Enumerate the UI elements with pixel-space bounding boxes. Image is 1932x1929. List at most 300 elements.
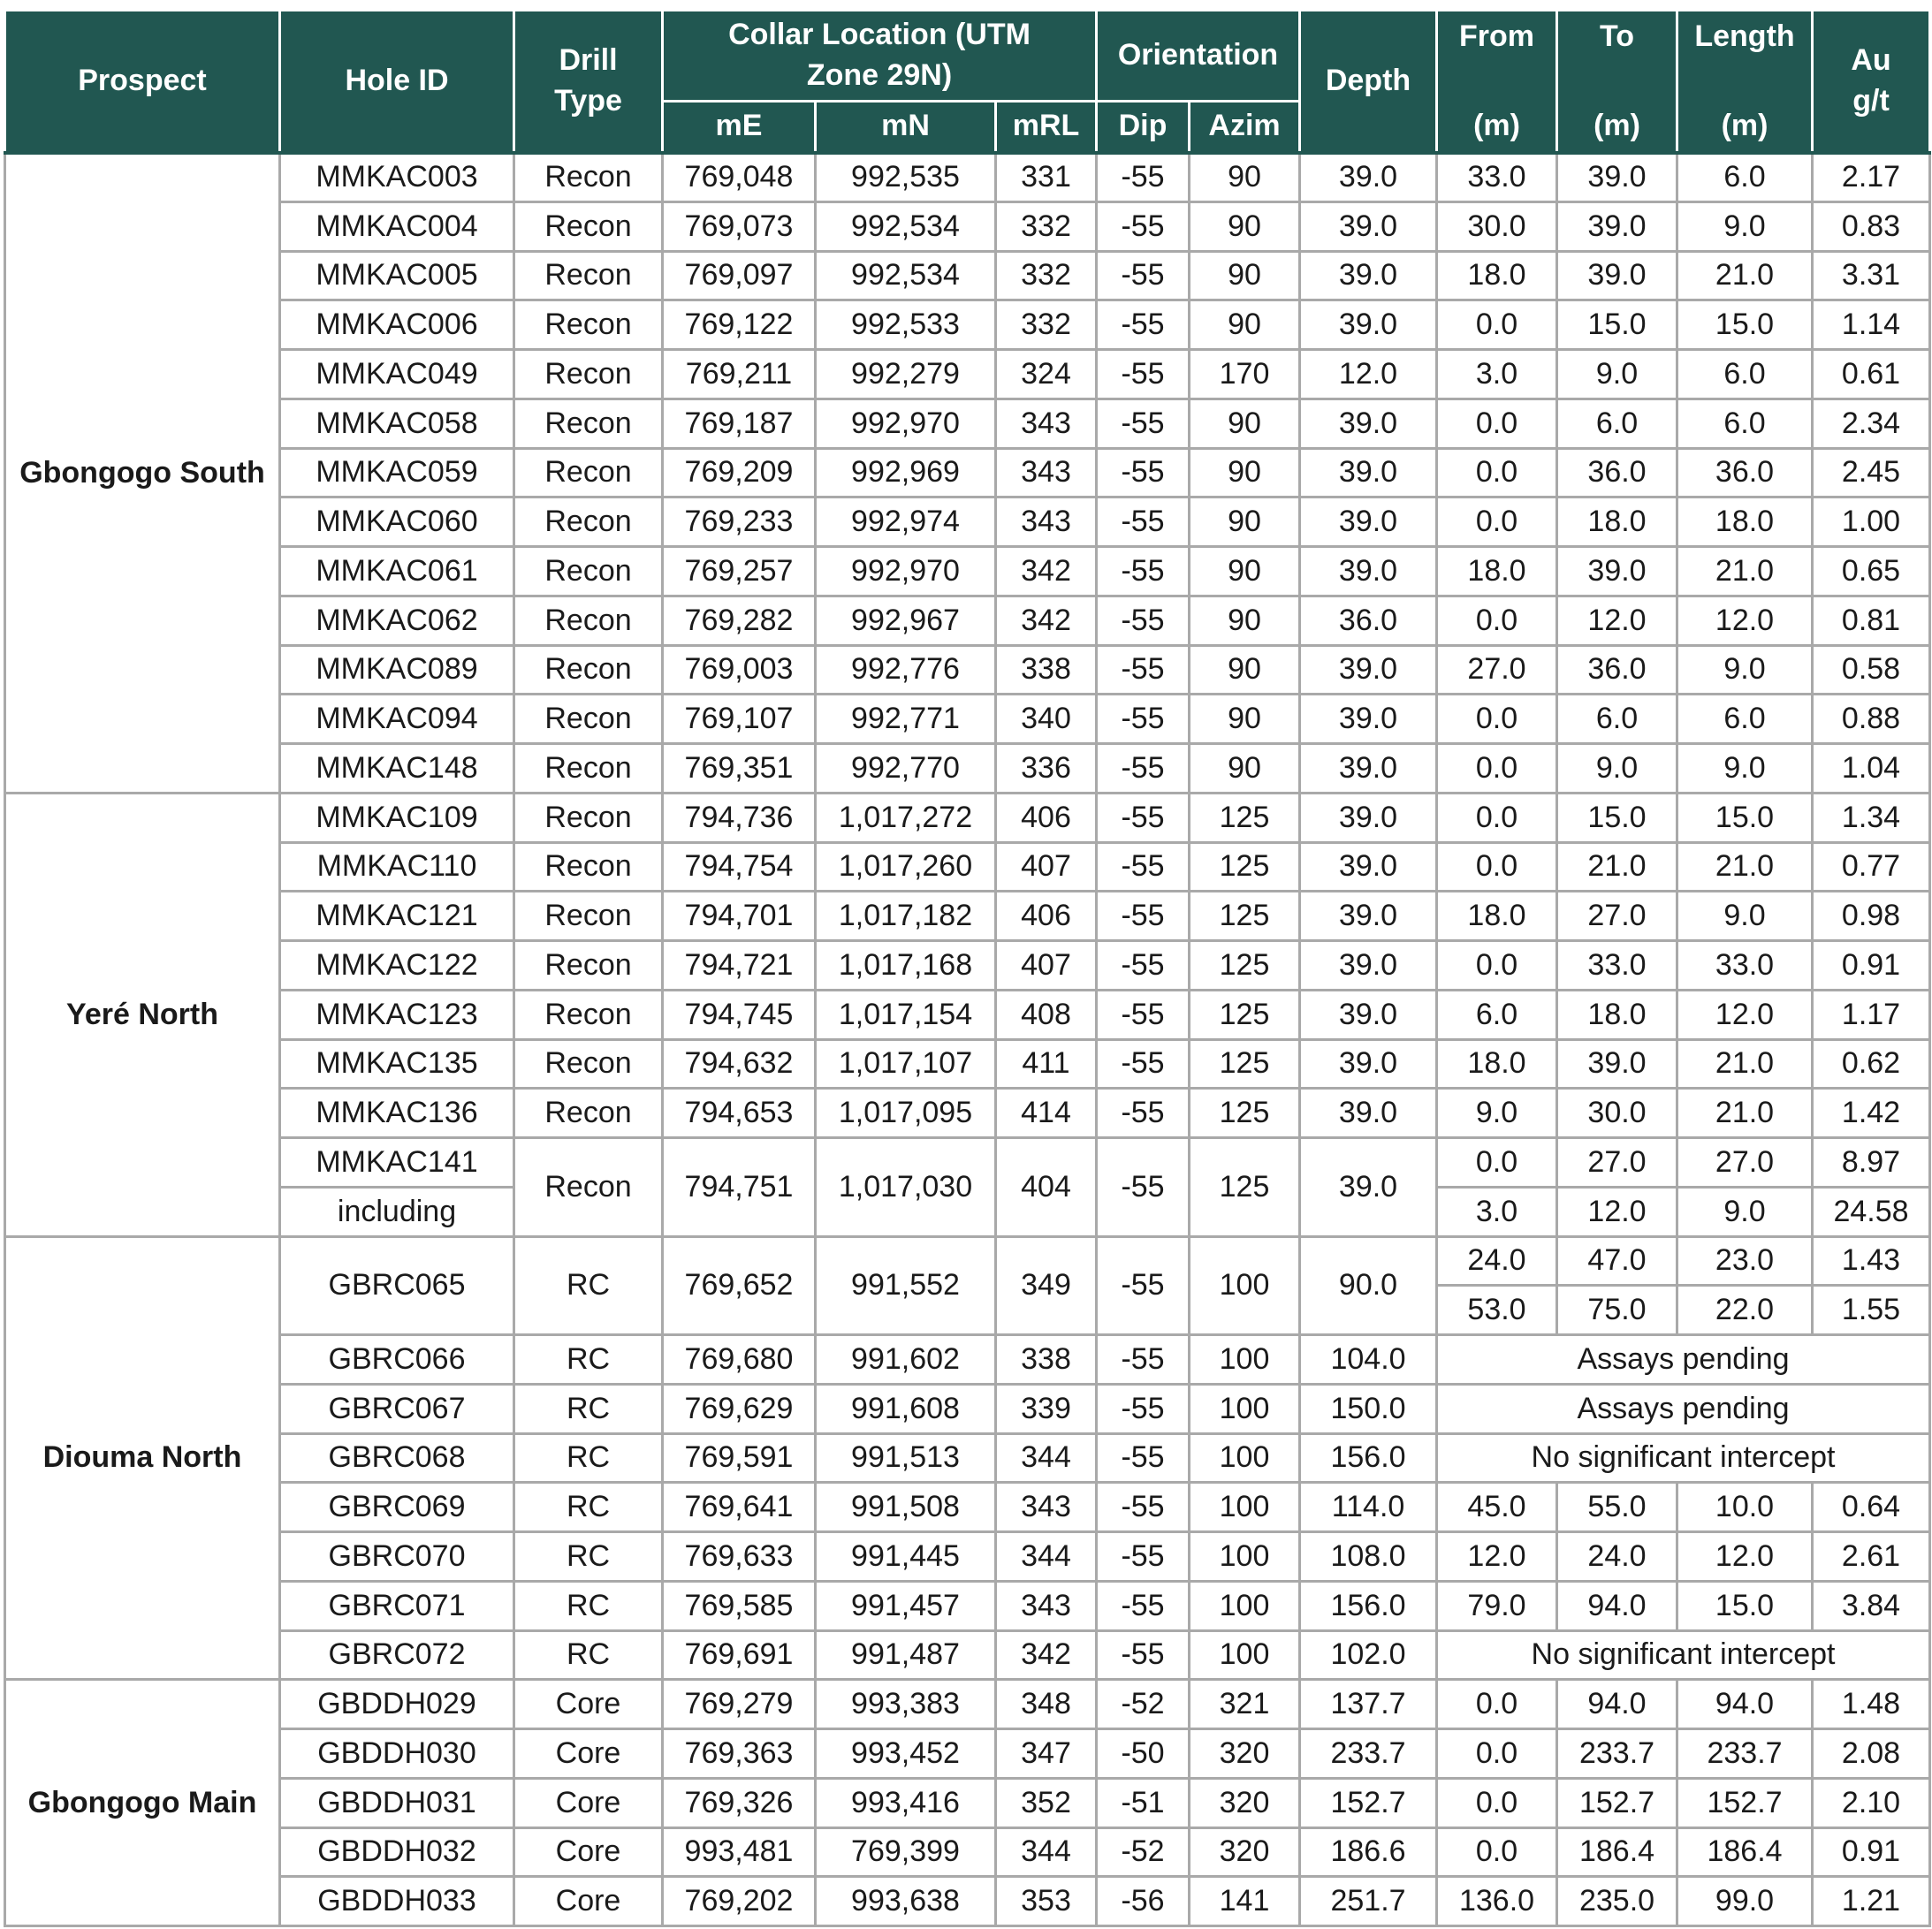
to-cell: 47.0 xyxy=(1557,1236,1677,1286)
collar-mrl-cell: 342 xyxy=(996,547,1097,596)
from-cell: 0.0 xyxy=(1437,1680,1557,1729)
azim-cell: 90 xyxy=(1190,300,1300,350)
table-row xyxy=(5,1483,1930,1532)
depth-cell: 137.7 xyxy=(1300,1680,1437,1729)
hole-id-cell: MMKAC109 xyxy=(280,793,514,842)
hole-id-cell: MMKAC121 xyxy=(280,892,514,941)
length-cell: 15.0 xyxy=(1677,300,1813,350)
drill-type-cell: Recon xyxy=(514,399,663,448)
depth-cell: 39.0 xyxy=(1300,399,1437,448)
drill-type-cell: Recon xyxy=(514,695,663,744)
from-cell: 0.0 xyxy=(1437,596,1557,645)
col-header-prospect: Prospect xyxy=(5,11,280,153)
length-cell: 94.0 xyxy=(1677,1680,1813,1729)
collar-me-cell: 794,751 xyxy=(663,1138,816,1237)
length-cell: 9.0 xyxy=(1677,892,1813,941)
table-row xyxy=(5,695,1930,744)
collar-mrl-cell: 338 xyxy=(996,1335,1097,1385)
depth-cell: 39.0 xyxy=(1300,547,1437,596)
dip-cell: -55 xyxy=(1097,1384,1190,1433)
col-header-depth: Depth xyxy=(1300,11,1437,153)
table-row xyxy=(5,1039,1930,1089)
depth-cell: 104.0 xyxy=(1300,1335,1437,1385)
collar-mrl-cell: 344 xyxy=(996,1433,1097,1483)
dip-cell: -55 xyxy=(1097,892,1190,941)
hole-id-including-cell: including xyxy=(280,1187,514,1236)
au-cell: 1.21 xyxy=(1813,1877,1930,1926)
drill-type-cell: Core xyxy=(514,1877,663,1926)
azim-cell: 100 xyxy=(1190,1630,1300,1680)
collar-mrl-cell: 408 xyxy=(996,990,1097,1039)
au-cell: 2.17 xyxy=(1813,153,1930,202)
azim-cell: 320 xyxy=(1190,1729,1300,1779)
to-cell: 235.0 xyxy=(1557,1877,1677,1926)
to-cell: 233.7 xyxy=(1557,1729,1677,1779)
length-cell: 21.0 xyxy=(1677,1089,1813,1138)
length-cell: 15.0 xyxy=(1677,1581,1813,1630)
depth-cell: 102.0 xyxy=(1300,1630,1437,1680)
collar-mrl-cell: 343 xyxy=(996,1483,1097,1532)
collar-mrl-cell: 332 xyxy=(996,300,1097,350)
collar-me-cell: 769,282 xyxy=(663,596,816,645)
dip-cell: -55 xyxy=(1097,1483,1190,1532)
dip-cell: -55 xyxy=(1097,399,1190,448)
azim-cell: 320 xyxy=(1190,1778,1300,1827)
azim-cell: 90 xyxy=(1190,596,1300,645)
length-cell: 233.7 xyxy=(1677,1729,1813,1779)
table-row xyxy=(5,1089,1930,1138)
collar-mrl-cell: 407 xyxy=(996,941,1097,991)
collar-mrl-cell: 344 xyxy=(996,1532,1097,1582)
azim-cell: 90 xyxy=(1190,744,1300,794)
col-header-from xyxy=(1437,11,1557,153)
depth-cell: 39.0 xyxy=(1300,645,1437,695)
au-cell: 1.48 xyxy=(1813,1680,1930,1729)
au-cell: 0.81 xyxy=(1813,596,1930,645)
collar-mn-cell: 991,445 xyxy=(816,1532,996,1582)
azim-cell: 100 xyxy=(1190,1532,1300,1582)
depth-cell: 152.7 xyxy=(1300,1778,1437,1827)
table-row xyxy=(5,990,1930,1039)
from-cell: 3.0 xyxy=(1437,1187,1557,1236)
to-cell: 6.0 xyxy=(1557,695,1677,744)
collar-me-cell: 794,701 xyxy=(663,892,816,941)
table-row xyxy=(5,892,1930,941)
dip-cell: -55 xyxy=(1097,596,1190,645)
from-cell: 18.0 xyxy=(1437,547,1557,596)
table-row xyxy=(5,1877,1930,1926)
to-cell: 33.0 xyxy=(1557,941,1677,991)
collar-mn-cell: 991,508 xyxy=(816,1483,996,1532)
collar-mrl-cell: 404 xyxy=(996,1138,1097,1237)
table-row xyxy=(5,448,1930,497)
azim-cell: 100 xyxy=(1190,1335,1300,1385)
collar-me-cell: 769,680 xyxy=(663,1335,816,1385)
length-cell: 9.0 xyxy=(1677,744,1813,794)
length-cell: 18.0 xyxy=(1677,497,1813,547)
au-cell: 0.83 xyxy=(1813,201,1930,251)
depth-cell: 39.0 xyxy=(1300,1089,1437,1138)
col-header-length-unit: (m) xyxy=(1721,108,1768,142)
table-row xyxy=(5,1581,1930,1630)
dip-cell: -55 xyxy=(1097,201,1190,251)
dip-cell: -55 xyxy=(1097,941,1190,991)
hole-id-cell: GBRC065 xyxy=(280,1236,514,1335)
drill-type-cell: RC xyxy=(514,1581,663,1630)
dip-cell: -55 xyxy=(1097,1335,1190,1385)
collar-mrl-cell: 349 xyxy=(996,1236,1097,1335)
dip-cell: -55 xyxy=(1097,300,1190,350)
dip-cell: -52 xyxy=(1097,1827,1190,1877)
length-cell: 27.0 xyxy=(1677,1138,1813,1188)
depth-cell: 233.7 xyxy=(1300,1729,1437,1779)
dip-cell: -50 xyxy=(1097,1729,1190,1779)
dip-cell: -55 xyxy=(1097,497,1190,547)
dip-cell: -55 xyxy=(1097,1630,1190,1680)
azim-cell: 90 xyxy=(1190,399,1300,448)
drill-type-cell: Recon xyxy=(514,251,663,300)
collar-mrl-cell: 411 xyxy=(996,1039,1097,1089)
drill-type-cell: RC xyxy=(514,1433,663,1483)
table-header xyxy=(5,11,1930,153)
length-cell: 6.0 xyxy=(1677,350,1813,399)
depth-cell: 186.6 xyxy=(1300,1827,1437,1877)
to-cell: 75.0 xyxy=(1557,1286,1677,1335)
depth-cell: 39.0 xyxy=(1300,448,1437,497)
dip-cell: -55 xyxy=(1097,793,1190,842)
hole-id-cell: GBDDH032 xyxy=(280,1827,514,1877)
hole-id-cell: MMKAC122 xyxy=(280,941,514,991)
azim-cell: 125 xyxy=(1190,1039,1300,1089)
collar-mrl-cell: 344 xyxy=(996,1827,1097,1877)
from-cell: 18.0 xyxy=(1437,1039,1557,1089)
collar-mrl-cell: 340 xyxy=(996,695,1097,744)
collar-mrl-cell: 343 xyxy=(996,448,1097,497)
depth-cell: 39.0 xyxy=(1300,990,1437,1039)
table-row xyxy=(5,842,1930,892)
collar-me-cell: 769,629 xyxy=(663,1384,816,1433)
to-cell: 6.0 xyxy=(1557,399,1677,448)
collar-me-cell: 794,754 xyxy=(663,842,816,892)
table-row xyxy=(5,596,1930,645)
collar-mn-cell: 991,552 xyxy=(816,1236,996,1335)
depth-cell: 39.0 xyxy=(1300,1138,1437,1237)
collar-mn-cell: 1,017,030 xyxy=(816,1138,996,1237)
drill-type-cell: RC xyxy=(514,1532,663,1582)
azim-cell: 100 xyxy=(1190,1236,1300,1335)
from-cell: 3.0 xyxy=(1437,350,1557,399)
from-cell: 136.0 xyxy=(1437,1877,1557,1926)
collar-mrl-cell: 332 xyxy=(996,201,1097,251)
hole-id-cell: MMKAC141 xyxy=(280,1138,514,1188)
au-cell: 3.31 xyxy=(1813,251,1930,300)
drill-type-cell: Recon xyxy=(514,793,663,842)
au-cell: 2.34 xyxy=(1813,399,1930,448)
drill-results-table xyxy=(4,9,1931,1927)
from-cell: 45.0 xyxy=(1437,1483,1557,1532)
dip-cell: -55 xyxy=(1097,990,1190,1039)
azim-cell: 90 xyxy=(1190,547,1300,596)
drill-type-cell: Recon xyxy=(514,350,663,399)
collar-mrl-cell: 343 xyxy=(996,399,1097,448)
drill-type-cell: Recon xyxy=(514,990,663,1039)
hole-id-cell: MMKAC110 xyxy=(280,842,514,892)
collar-mrl-cell: 332 xyxy=(996,251,1097,300)
hole-id-cell: GBRC071 xyxy=(280,1581,514,1630)
collar-mn-cell: 1,017,107 xyxy=(816,1039,996,1089)
drill-type-cell: Recon xyxy=(514,497,663,547)
au-cell: 2.10 xyxy=(1813,1778,1930,1827)
depth-cell: 150.0 xyxy=(1300,1384,1437,1433)
dip-cell: -55 xyxy=(1097,1138,1190,1237)
prospect-cell: Gbongogo Main xyxy=(5,1680,280,1926)
collar-mn-cell: 1,017,182 xyxy=(816,892,996,941)
depth-cell: 12.0 xyxy=(1300,350,1437,399)
collar-mn-cell: 992,970 xyxy=(816,399,996,448)
to-cell: 18.0 xyxy=(1557,990,1677,1039)
azim-cell: 125 xyxy=(1190,941,1300,991)
collar-mn-cell: 992,771 xyxy=(816,695,996,744)
au-cell: 0.91 xyxy=(1813,941,1930,991)
table-row xyxy=(5,201,1930,251)
dip-cell: -55 xyxy=(1097,1433,1190,1483)
collar-mrl-cell: 352 xyxy=(996,1778,1097,1827)
collar-me-cell: 769,641 xyxy=(663,1483,816,1532)
to-cell: 9.0 xyxy=(1557,350,1677,399)
drill-type-cell: Core xyxy=(514,1778,663,1827)
au-cell: 0.62 xyxy=(1813,1039,1930,1089)
collar-mn-cell: 993,638 xyxy=(816,1877,996,1926)
from-cell: 27.0 xyxy=(1437,645,1557,695)
from-cell: 30.0 xyxy=(1437,201,1557,251)
azim-cell: 100 xyxy=(1190,1581,1300,1630)
col-header-me: mE xyxy=(663,102,816,153)
to-cell: 9.0 xyxy=(1557,744,1677,794)
collar-mrl-cell: 338 xyxy=(996,645,1097,695)
length-cell: 23.0 xyxy=(1677,1236,1813,1286)
drill-type-cell: Recon xyxy=(514,1138,663,1237)
table-row xyxy=(5,1433,1930,1483)
collar-me-cell: 769,211 xyxy=(663,350,816,399)
collar-mn-cell: 992,534 xyxy=(816,251,996,300)
from-cell: 0.0 xyxy=(1437,1729,1557,1779)
col-header-length xyxy=(1677,11,1813,153)
collar-mn-cell: 1,017,168 xyxy=(816,941,996,991)
hole-id-cell: GBRC068 xyxy=(280,1433,514,1483)
collar-me-cell: 769,209 xyxy=(663,448,816,497)
from-cell: 0.0 xyxy=(1437,842,1557,892)
from-cell: 53.0 xyxy=(1437,1286,1557,1335)
from-cell: 33.0 xyxy=(1437,153,1557,202)
to-cell: 27.0 xyxy=(1557,892,1677,941)
collar-me-cell: 769,585 xyxy=(663,1581,816,1630)
from-cell: 0.0 xyxy=(1437,300,1557,350)
hole-id-cell: MMKAC135 xyxy=(280,1039,514,1089)
table-row xyxy=(5,251,1930,300)
col-header-from-label: From xyxy=(1459,19,1535,53)
depth-cell: 39.0 xyxy=(1300,1039,1437,1089)
hole-id-cell: MMKAC060 xyxy=(280,497,514,547)
collar-mn-cell: 992,279 xyxy=(816,350,996,399)
hole-id-cell: GBDDH031 xyxy=(280,1778,514,1827)
dip-cell: -55 xyxy=(1097,1532,1190,1582)
drill-type-cell: RC xyxy=(514,1236,663,1335)
depth-cell: 39.0 xyxy=(1300,793,1437,842)
depth-cell: 39.0 xyxy=(1300,251,1437,300)
drill-type-cell: Recon xyxy=(514,300,663,350)
collar-mn-cell: 992,533 xyxy=(816,300,996,350)
hole-id-cell: MMKAC059 xyxy=(280,448,514,497)
collar-mrl-cell: 331 xyxy=(996,153,1097,202)
depth-cell: 156.0 xyxy=(1300,1433,1437,1483)
azim-cell: 100 xyxy=(1190,1483,1300,1532)
intercept-note-cell: No significant intercept xyxy=(1437,1433,1930,1483)
length-cell: 152.7 xyxy=(1677,1778,1813,1827)
table-row xyxy=(5,744,1930,794)
au-cell: 1.43 xyxy=(1813,1236,1930,1286)
col-header-to-label: To xyxy=(1600,19,1635,53)
au-cell: 0.98 xyxy=(1813,892,1930,941)
to-cell: 94.0 xyxy=(1557,1680,1677,1729)
depth-cell: 90.0 xyxy=(1300,1236,1437,1335)
length-cell: 6.0 xyxy=(1677,695,1813,744)
dip-cell: -56 xyxy=(1097,1877,1190,1926)
depth-cell: 39.0 xyxy=(1300,892,1437,941)
depth-cell: 39.0 xyxy=(1300,300,1437,350)
col-header-dip: Dip xyxy=(1097,102,1190,153)
collar-me-cell: 794,721 xyxy=(663,941,816,991)
hole-id-cell: MMKAC062 xyxy=(280,596,514,645)
azim-cell: 320 xyxy=(1190,1827,1300,1877)
length-cell: 99.0 xyxy=(1677,1877,1813,1926)
collar-mn-cell: 992,535 xyxy=(816,153,996,202)
hole-id-cell: MMKAC003 xyxy=(280,153,514,202)
collar-me-cell: 769,652 xyxy=(663,1236,816,1335)
au-cell: 8.97 xyxy=(1813,1138,1930,1188)
depth-cell: 39.0 xyxy=(1300,201,1437,251)
collar-mrl-cell: 353 xyxy=(996,1877,1097,1926)
table-row xyxy=(5,1138,1930,1188)
depth-cell: 114.0 xyxy=(1300,1483,1437,1532)
azim-cell: 100 xyxy=(1190,1433,1300,1483)
hole-id-cell: MMKAC004 xyxy=(280,201,514,251)
collar-me-cell: 794,736 xyxy=(663,793,816,842)
table-row xyxy=(5,1778,1930,1827)
length-cell: 15.0 xyxy=(1677,793,1813,842)
collar-mrl-cell: 343 xyxy=(996,1581,1097,1630)
length-cell: 9.0 xyxy=(1677,1187,1813,1236)
table-row xyxy=(5,1630,1930,1680)
dip-cell: -55 xyxy=(1097,350,1190,399)
au-cell: 1.17 xyxy=(1813,990,1930,1039)
length-cell: 12.0 xyxy=(1677,1532,1813,1582)
hole-id-cell: MMKAC005 xyxy=(280,251,514,300)
drill-type-cell: RC xyxy=(514,1483,663,1532)
collar-mn-cell: 769,399 xyxy=(816,1827,996,1877)
depth-cell: 39.0 xyxy=(1300,497,1437,547)
collar-mn-cell: 1,017,154 xyxy=(816,990,996,1039)
table-row xyxy=(5,1335,1930,1385)
collar-me-cell: 794,653 xyxy=(663,1089,816,1138)
to-cell: 39.0 xyxy=(1557,1039,1677,1089)
from-cell: 18.0 xyxy=(1437,892,1557,941)
au-cell: 3.84 xyxy=(1813,1581,1930,1630)
from-cell: 0.0 xyxy=(1437,1778,1557,1827)
drill-type-cell: RC xyxy=(514,1384,663,1433)
table-row xyxy=(5,497,1930,547)
length-cell: 6.0 xyxy=(1677,399,1813,448)
hole-id-cell: MMKAC148 xyxy=(280,744,514,794)
au-cell: 0.61 xyxy=(1813,350,1930,399)
prospect-cell: Yeré North xyxy=(5,793,280,1236)
collar-me-cell: 794,745 xyxy=(663,990,816,1039)
intercept-note-cell: Assays pending xyxy=(1437,1384,1930,1433)
dip-cell: -55 xyxy=(1097,547,1190,596)
azim-cell: 90 xyxy=(1190,201,1300,251)
azim-cell: 125 xyxy=(1190,842,1300,892)
length-cell: 21.0 xyxy=(1677,547,1813,596)
collar-mn-cell: 1,017,095 xyxy=(816,1089,996,1138)
azim-cell: 125 xyxy=(1190,1089,1300,1138)
to-cell: 30.0 xyxy=(1557,1089,1677,1138)
collar-me-cell: 769,351 xyxy=(663,744,816,794)
collar-mn-cell: 993,416 xyxy=(816,1778,996,1827)
drill-type-cell: Core xyxy=(514,1827,663,1877)
au-cell: 0.65 xyxy=(1813,547,1930,596)
dip-cell: -55 xyxy=(1097,153,1190,202)
dip-cell: -55 xyxy=(1097,448,1190,497)
collar-me-cell: 769,107 xyxy=(663,695,816,744)
azim-cell: 321 xyxy=(1190,1680,1300,1729)
collar-mrl-cell: 406 xyxy=(996,793,1097,842)
collar-mrl-cell: 348 xyxy=(996,1680,1097,1729)
length-cell: 9.0 xyxy=(1677,201,1813,251)
table-body xyxy=(5,153,1930,1926)
azim-cell: 125 xyxy=(1190,1138,1300,1237)
from-cell: 24.0 xyxy=(1437,1236,1557,1286)
table-row xyxy=(5,1384,1930,1433)
collar-me-cell: 769,257 xyxy=(663,547,816,596)
azim-cell: 100 xyxy=(1190,1384,1300,1433)
collar-mn-cell: 1,017,260 xyxy=(816,842,996,892)
au-cell: 2.61 xyxy=(1813,1532,1930,1582)
hole-id-cell: MMKAC094 xyxy=(280,695,514,744)
table-row xyxy=(5,645,1930,695)
depth-cell: 251.7 xyxy=(1300,1877,1437,1926)
collar-me-cell: 769,691 xyxy=(663,1630,816,1680)
col-header-mn: mN xyxy=(816,102,996,153)
collar-mn-cell: 993,452 xyxy=(816,1729,996,1779)
azim-cell: 90 xyxy=(1190,497,1300,547)
collar-mn-cell: 991,608 xyxy=(816,1384,996,1433)
au-cell: 0.77 xyxy=(1813,842,1930,892)
col-header-hole-id: Hole ID xyxy=(280,11,514,153)
collar-mrl-cell: 342 xyxy=(996,1630,1097,1680)
length-cell: 21.0 xyxy=(1677,1039,1813,1089)
azim-cell: 125 xyxy=(1190,793,1300,842)
collar-me-cell: 993,481 xyxy=(663,1827,816,1877)
drill-type-cell: Recon xyxy=(514,153,663,202)
azim-cell: 90 xyxy=(1190,153,1300,202)
collar-me-cell: 769,363 xyxy=(663,1729,816,1779)
hole-id-cell: GBRC069 xyxy=(280,1483,514,1532)
from-cell: 0.0 xyxy=(1437,695,1557,744)
col-header-mrl: mRL xyxy=(996,102,1097,153)
au-cell: 0.91 xyxy=(1813,1827,1930,1877)
table-row xyxy=(5,300,1930,350)
to-cell: 24.0 xyxy=(1557,1532,1677,1582)
dip-cell: -55 xyxy=(1097,1039,1190,1089)
